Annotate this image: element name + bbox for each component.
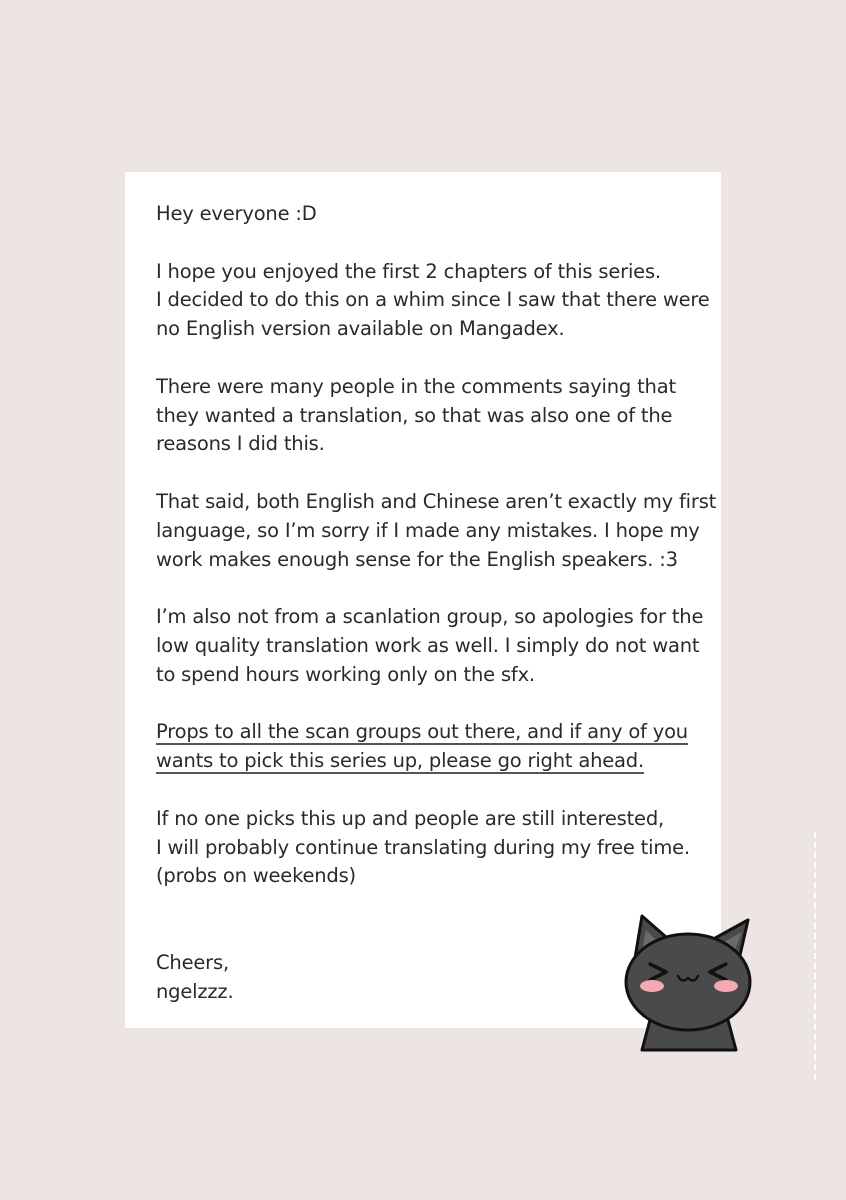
paragraph-2-line-1: There were many people in the comments saying that [156,374,676,398]
dashed-edge-divider [814,832,816,1080]
note-body [156,200,716,1006]
paragraph-3-line-3: work makes enough sense for the English speakers. :3 [156,547,678,571]
paragraph-3-line-2: language, so I’m sorry if I made any mistakes. I hope my [156,518,700,542]
paragraph-6-line-2: I will probably continue translating during my free time. [156,835,690,859]
paragraph-1-line-1: I hope you enjoyed the first 2 chapters of this series. [156,259,661,283]
paragraph-1-line-2: I decided to do this on a whim since I saw that there were [156,288,710,312]
paragraph-2-line-2: they wanted a translation, so that was also one of the [156,403,673,427]
paragraph-4-line-1: I’m also not from a scanlation group, so apologies for the [156,605,704,629]
highlighted-line-2: wants to pick this series up, please go right ahead. [156,749,644,773]
paragraph-6-line-3: (probs on weekends) [156,864,356,888]
signoff: Cheers, [156,950,229,974]
paragraph-2-line-3: reasons I did this. [156,432,325,456]
greeting-line: Hey everyone :D [156,202,317,225]
paragraph-6-line-1: If no one picks this up and people are still interested, [156,806,665,830]
signature: ngelzzz. [156,979,234,1003]
paragraph-4-line-2: low quality translation work as well. I simply do not want [156,633,700,657]
paragraph-1-line-3: no English version available on Mangadex. [156,317,565,341]
note-card [125,172,721,1028]
highlighted-line-1: Props to all the scan groups out there, and if any of you [156,720,688,744]
black-cat-sticker-icon [616,908,756,1054]
paragraph-3-line-1: That said, both English and Chinese aren’t exactly my first [156,489,717,513]
paragraph-4-line-3: to spend hours working only on the sfx. [156,662,535,686]
